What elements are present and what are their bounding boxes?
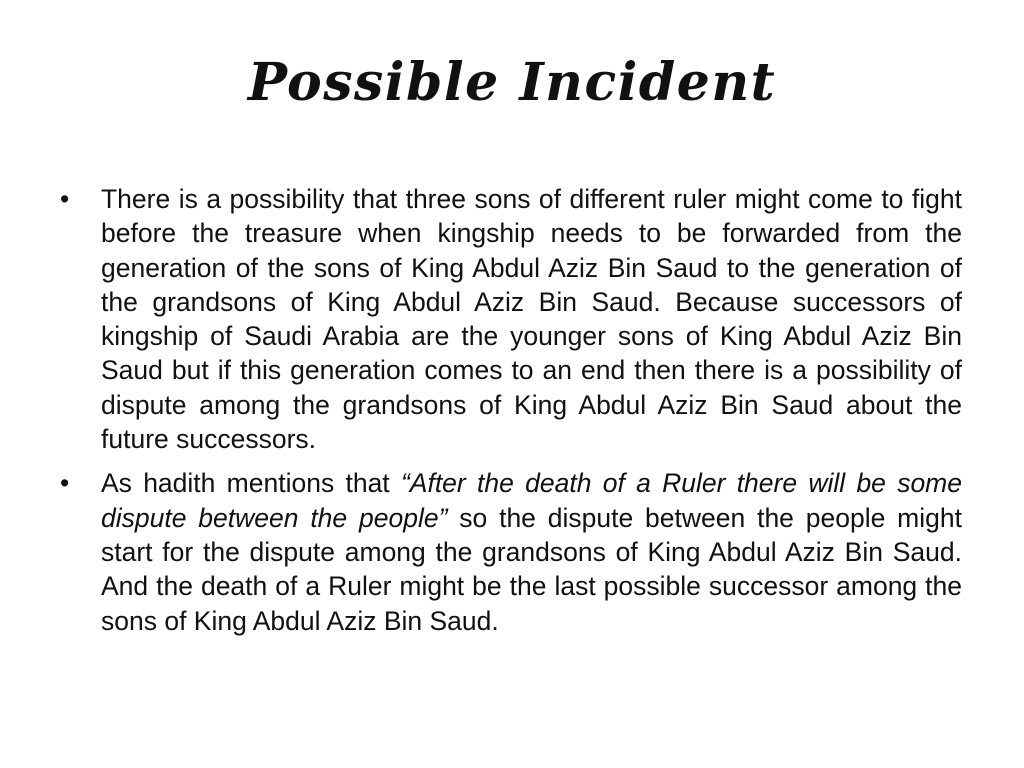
bullet-icon: • <box>60 184 70 214</box>
bullet-text: There is a possibility that three sons of different ruler might come to fight before the treasure when kingship needs to be forwarded from the generation of the sons of King Abdul Aziz Bin Saud to the generation of the grandsons of King Abdul Aziz Bin Saud. Because successors of kingship of Saudi Arabia are the younger sons of King Abdul Aziz Bin Saud but if this generation comes to an end then there is a possibility of dispute among the grandsons of King Abdul Aziz Bin Saud about the future successors. <box>101 184 962 455</box>
bullet-list <box>60 182 962 648</box>
bullet-text-tail: so the dispute between the people might start for the dispute among the grandsons of King Abdul Aziz Bin Saud. And the death of a Ruler might be the last possible successor among the sons of King Abdul Aziz Bin Saud. <box>101 502 962 636</box>
bullet-item <box>60 182 962 456</box>
bullet-item <box>60 466 962 637</box>
slide-title: Possible Incident <box>247 52 777 113</box>
bullet-icon: • <box>60 468 70 499</box>
hadith-quote: “After the death of a Ruler there will be some dispute between the people” <box>101 468 962 533</box>
bullet-text-lead: As hadith mentions that <box>101 468 401 499</box>
